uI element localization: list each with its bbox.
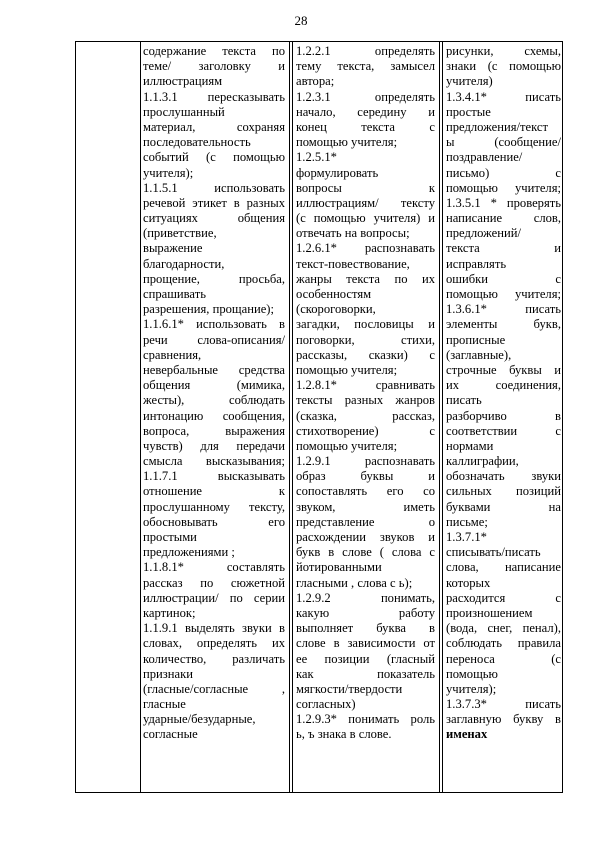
text-line: ы (сообщение/: [446, 135, 561, 150]
text-line: помощью учителя;: [446, 287, 561, 301]
text-line: иллюстрации/ по серии: [143, 590, 285, 605]
text-line: вопроса, выражения: [143, 423, 285, 438]
text-line: 1.3.5.1 * проверять: [446, 195, 561, 210]
column-writing: [443, 44, 564, 743]
text-line: расхождении звуков и: [296, 530, 435, 544]
text-line: тему текста, замысел: [296, 59, 435, 74]
text-line: количество, различать: [143, 651, 285, 666]
text-line: иллюстрациям/ тексту: [296, 195, 435, 210]
text-line: сравнения,: [143, 347, 202, 362]
text-line: событий (с помощью: [143, 150, 285, 165]
text-line: помощью учителя;: [296, 135, 398, 150]
text-line: помощью учителя;: [296, 438, 398, 453]
text-line: (вода, снег, пенал),: [446, 621, 561, 636]
text-line: исправлять: [446, 256, 507, 271]
text-line: письмо) с: [446, 165, 561, 180]
text-line: жесты), соблюдать: [143, 393, 285, 408]
text-line: учителя): [446, 74, 493, 89]
text-line: произношением: [446, 605, 533, 620]
text-line: разрешения, прощание);: [143, 302, 274, 317]
text-line: 1.2.3.1 определять: [296, 89, 435, 104]
text-line: сопоставлять его со: [296, 484, 435, 499]
text-line: (с помощью учителя) и: [296, 211, 435, 226]
text-line: соблюдать правила: [446, 636, 561, 651]
text-line: какую работу: [296, 605, 435, 620]
text-line: содержание текста по: [143, 44, 285, 58]
text-line: словах, определять их: [143, 636, 285, 651]
text-line: йотированными: [296, 560, 382, 575]
text-line: помощью учителя;: [296, 362, 398, 377]
text-line: (скороговорки,: [296, 302, 376, 317]
text-line: рассказ по сюжетной: [143, 575, 285, 590]
text-line: каллиграфии,: [446, 454, 519, 469]
text-line: предложениями ;: [143, 545, 235, 560]
text-line: вопросы к: [296, 180, 435, 195]
text-line: 1.1.3.1 пересказывать: [143, 89, 285, 104]
text-line: знаки (с помощью: [446, 59, 561, 74]
text-line: обозначать звуки: [446, 469, 561, 484]
text-line: рассказы, сказки) с: [296, 347, 435, 362]
text-line: текст-повествование,: [296, 256, 410, 271]
text-line: письме;: [446, 514, 488, 529]
text-line: звуком, иметь: [296, 499, 435, 514]
text-line: нормами: [446, 438, 494, 453]
text-line: предложения/текст: [446, 119, 549, 134]
text-line: 1.3.4.1* писать: [446, 89, 561, 104]
text-line: обосновывать его: [143, 514, 285, 529]
text-line: прослушанный: [143, 104, 225, 119]
text-line: 1.2.8.1* сравнивать: [296, 378, 435, 393]
text-line: (заглавные),: [446, 347, 512, 362]
text-line: иллюстрациям: [143, 74, 223, 89]
text-line: прослушанному тексту,: [143, 499, 285, 514]
text-line: интонацию сообщения,: [143, 408, 285, 423]
text-line: представление о: [296, 514, 435, 529]
text-line: соответствии с: [446, 423, 561, 438]
text-line: невербальные средства: [143, 362, 285, 377]
text-line: помощью: [446, 666, 498, 681]
text-line: ь, ъ знака в слове.: [296, 727, 392, 742]
text-line: формулировать: [296, 165, 379, 180]
text-line: учителя);: [446, 681, 497, 696]
text-line: поздравление/: [446, 150, 523, 165]
text-line: стихотворение) с: [296, 423, 435, 438]
text-line: материал, сохраняя: [143, 119, 285, 134]
text-line: признаки: [143, 666, 193, 681]
text-line: простые: [446, 104, 491, 119]
text-line: благодарности,: [143, 256, 225, 271]
text-line: простыми: [143, 530, 197, 544]
text-line: ее позиции (гласный: [296, 651, 435, 666]
text-line: ошибки с: [446, 271, 561, 286]
text-line: 1.2.9.2 понимать,: [296, 590, 435, 605]
text-line: (гласные/согласные ,: [143, 681, 285, 696]
text-line: 1.3.6.1* писать: [446, 302, 561, 317]
text-line: сильных позиций: [446, 484, 561, 499]
text-line: 1.2.6.1* распознавать: [296, 241, 435, 256]
text-line: элементы букв,: [446, 317, 561, 332]
text-line: отношение к: [143, 484, 285, 499]
text-line: согласных): [296, 697, 356, 712]
text-line: 1.2.5.1*: [296, 150, 337, 165]
text-line: прописные: [446, 332, 506, 347]
text-line: речевой этикет в разных: [143, 195, 285, 210]
text-line: именах: [446, 727, 488, 742]
text-line: выражение: [143, 241, 203, 256]
text-line: 1.1.7.1 высказывать: [143, 469, 285, 484]
text-line: разборчиво в: [446, 408, 561, 423]
text-line: 1.1.5.1 использовать: [143, 180, 285, 195]
text-line: слова, написание: [446, 560, 561, 575]
text-line: 1.2.2.1 определять: [296, 44, 435, 58]
text-line: буквами на: [446, 499, 561, 514]
text-line: ударные/безударные,: [143, 712, 256, 727]
text-line: ситуациях общения: [143, 211, 285, 226]
text-line: (сказка, рассказ,: [296, 408, 435, 423]
text-line: мягкости/твердости: [296, 681, 403, 696]
text-line: жанры текста по их: [296, 271, 435, 286]
text-line: переноса (с: [446, 651, 561, 666]
text-line: 1.3.7.3* писать: [446, 697, 561, 712]
text-line: 1.2.9.3* понимать роль: [296, 712, 435, 727]
text-line: писать: [446, 393, 482, 408]
text-line: текста и: [446, 241, 561, 256]
text-line: учителя);: [143, 165, 194, 180]
text-line: отвечать на вопросы;: [296, 226, 410, 241]
text-line: тексты разных жанров: [296, 393, 435, 408]
text-line: 1.1.9.1 выделять звуки в: [143, 621, 285, 636]
text-line: написание слов,: [446, 211, 561, 226]
text-line: 1.2.9.1 распознавать: [296, 454, 435, 469]
text-line: смысла высказывания;: [143, 454, 285, 469]
text-line: прощение, просьба,: [143, 271, 285, 286]
page-number: 28: [294, 13, 308, 28]
text-line: 1.1.6.1* использовать в: [143, 317, 285, 332]
text-line: помощью учителя;: [446, 180, 561, 195]
column-reading: [293, 44, 438, 743]
text-line: конец текста с: [296, 119, 435, 134]
text-line: загадки, пословицы и: [296, 317, 435, 332]
text-line: их соединения,: [446, 378, 561, 393]
text-line: заглавную букву в: [446, 712, 561, 727]
text-line: выполняет буква в: [296, 621, 435, 636]
text-line: гласными , слова с ь);: [296, 575, 413, 590]
text-line: чувств) для передачи: [143, 438, 285, 453]
text-line: теме/ заголовку и: [143, 59, 285, 74]
text-line: (приветствие,: [143, 226, 217, 241]
text-line: строчные буквы и: [446, 362, 561, 377]
text-line: как показатель: [296, 666, 435, 681]
text-line: 1.1.8.1* составлять: [143, 560, 285, 575]
text-line: согласные: [143, 727, 198, 742]
text-line: спрашивать: [143, 287, 206, 301]
text-line: рисунки, схемы,: [446, 44, 561, 58]
text-line: списывать/писать: [446, 545, 541, 560]
text-line: расходится с: [446, 590, 561, 605]
text-line: речи слова-описания/: [143, 332, 285, 347]
text-line: особенностям: [296, 287, 372, 301]
text-line: последовательность: [143, 135, 251, 150]
text-line: букв в слове ( слова с: [296, 545, 435, 560]
text-line: образ буквы и: [296, 469, 435, 484]
text-line: которых: [446, 575, 491, 590]
standards-table: [75, 41, 563, 793]
text-line: автора;: [296, 74, 335, 89]
text-line: картинок;: [143, 605, 196, 620]
column-listening-speaking: [140, 44, 288, 743]
text-line: гласные: [143, 697, 186, 712]
text-line: начало, середину и: [296, 104, 435, 119]
text-line: предложений/: [446, 226, 521, 241]
text-line: поговорки, стихи,: [296, 332, 435, 347]
text-line: общения (мимика,: [143, 378, 285, 393]
text-line: 1.3.7.1*: [446, 530, 487, 544]
text-line: слове в зависимости от: [296, 636, 435, 651]
